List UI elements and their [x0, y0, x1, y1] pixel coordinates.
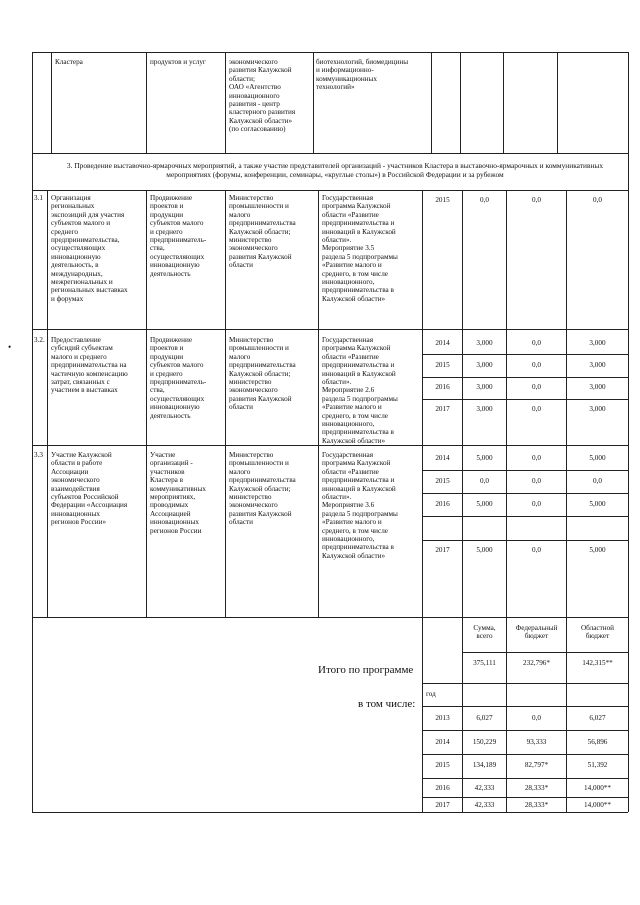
federal-cell: 0,0: [532, 477, 541, 485]
row-program: Государственная программа Калужской области «Развитие предпринимательства и инноваций в Калужской области». Мероприятие 2.6 раздела 5 подпрограммы «Развитие малого и среднего, в том числе инновационного, предпринимательства в Калужской области»: [322, 336, 398, 445]
row-number: 3.3: [34, 451, 43, 459]
rule-sub: [422, 377, 628, 378]
total-cell: 5,000: [476, 454, 493, 462]
row-name: Участие Калужской области в работе Ассоциации экономического взаимодействия субъектов Российской Федерации «Ассоциация инновационных регионов России»: [51, 451, 128, 527]
regional-cell: 3,000: [589, 405, 606, 413]
row-name: Предоставление субсидий субъектам малого и среднего предпринимательства на частичную компенсацию затрат, связанных с участием в выставках: [51, 336, 128, 395]
regional-cell: 5,000: [589, 500, 606, 508]
federal-cell: 0,0: [532, 383, 541, 391]
rule-section-top: [32, 153, 628, 154]
summary-total-federal: 232,796*: [523, 659, 550, 667]
summary-regional: 6,027: [589, 714, 606, 722]
summary-sum: 134,189: [472, 761, 497, 769]
rule-col: [557, 52, 558, 153]
year-cell: 2016: [435, 500, 450, 508]
federal-cell: 0,0: [532, 196, 541, 204]
regional-cell: 5,000: [589, 546, 606, 554]
row-program: Государственная программа Калужской области «Развитие предпринимательства и инноваций в Калужской области». Мероприятие 3.5 раздела 5 подпрограммы «Развитие малого и среднего, в том числе инновационного, предпринимательства в Калужской области»: [322, 194, 398, 303]
summary-federal: 0,0: [532, 714, 541, 722]
rule-col: [431, 52, 432, 153]
summary-year: 2016: [435, 784, 450, 792]
regional-cell: 3,000: [589, 361, 606, 369]
summary-regional: 14,000**: [584, 801, 611, 809]
federal-cell: 0,0: [532, 546, 541, 554]
federal-cell: 0,0: [532, 454, 541, 462]
regional-cell: 0,0: [593, 477, 602, 485]
rule-sub: [422, 540, 628, 541]
row-name: Организация региональных экспозиций для участия субъектов малого и среднего предпринимательства, осуществляющих инновационную деятельность, в международных, межрегиональных и региональных выставках и форумах: [51, 194, 128, 303]
summary-year: 2014: [435, 738, 450, 746]
summary-year: 2013: [435, 714, 450, 722]
top-cell-4: биотехнологий, биомедицины и информационно- коммуникационных технологий»: [316, 58, 409, 92]
summary-header-regional: Областной бюджет: [580, 624, 615, 641]
total-cell: 5,000: [476, 546, 493, 554]
rule-col: [47, 190, 48, 617]
row-result: Участие организаций - участников Кластера в коммуникативных мероприятиях, проводимых Ассоциацией инновационных регионов России: [150, 451, 207, 535]
rule-col: [225, 52, 226, 153]
year-cell: 2015: [435, 196, 450, 204]
summary-sum: 42,333: [474, 801, 495, 809]
regional-cell: 5,000: [589, 454, 606, 462]
row-number: 3.1: [34, 194, 43, 202]
rule-sub: [422, 470, 628, 471]
rule-sum: [422, 754, 628, 755]
summary-federal: 93,333: [526, 738, 547, 746]
rule-sum: [462, 652, 628, 653]
year-cell: 2017: [435, 546, 450, 554]
scan-speck: •: [8, 342, 12, 352]
rule-sub: [422, 354, 628, 355]
rule-sum: [422, 730, 628, 731]
top-cell-2: продуктов и услуг: [150, 58, 206, 66]
federal-cell: 0,0: [532, 361, 541, 369]
summary-federal: 82,797*: [524, 761, 549, 769]
federal-cell: 0,0: [532, 500, 541, 508]
top-cell-1: Кластера: [55, 58, 83, 66]
total-cell: 3,000: [476, 361, 493, 369]
summary-regional: 56,896: [587, 738, 608, 746]
summary-sum: 42,333: [474, 784, 495, 792]
year-cell: 2015: [435, 361, 450, 369]
total-cell: 0,0: [480, 477, 489, 485]
summary-federal: 28,333*: [524, 784, 549, 792]
year-cell: 2014: [435, 454, 450, 462]
total-cell: 3,000: [476, 383, 493, 391]
rule-col: [225, 190, 226, 617]
rule-sum: [422, 778, 628, 779]
summary-including-label: в том числе:: [358, 698, 416, 710]
rule-col: [146, 190, 147, 617]
section-3-title: 3. Проведение выставочно-ярмарочных мероприятий, а также участие представителей организаций - участников Кластера в выставочно-ярмарочных и коммуникативных мероприятиях (форумы, конференции, семинары, «круглые столы») в Российской Федерации и за рубежом: [66, 161, 604, 179]
row-executor: Министерство промышленности и малого предпринимательства Калужской области; министерство экономического развития Калужской области: [229, 336, 296, 412]
rule-sum: [422, 797, 628, 798]
row-result: Продвижение проектов и продукции субъектов малого и среднего предприниматель- ства, осуществляющих инновационную деятельность: [150, 194, 207, 278]
rule-row3-bottom: [32, 617, 628, 618]
summary-total-label: Итого по программе: [318, 664, 414, 676]
summary-total-sum: 375,111: [473, 659, 496, 667]
federal-cell: 0,0: [532, 339, 541, 347]
summary-header-federal: Федеральный бюджет: [515, 624, 558, 641]
rule-sub: [422, 399, 628, 400]
summary-year: 2015: [435, 761, 450, 769]
row-executor: Министерство промышленности и малого предпринимательства Калужской области; министерство экономического развития Калужской области: [229, 451, 296, 527]
rule-sub: [422, 493, 628, 494]
federal-cell: 0,0: [532, 405, 541, 413]
year-cell: 2015: [435, 477, 450, 485]
rule-right: [628, 52, 629, 812]
total-cell: 3,000: [476, 405, 493, 413]
rule-sum: [422, 683, 628, 684]
row-result: Продвижение проектов и продукции субъектов малого и среднего предприниматель- ства, осуществляющих инновационную деятельность: [150, 336, 207, 420]
rule-top: [32, 52, 628, 53]
rule-col: [146, 52, 147, 153]
rule-table-bottom: [32, 812, 628, 813]
summary-sum: 6,027: [476, 714, 493, 722]
top-cell-3: экономического развития Калужской области; ОАО «Агентство инновационного развития - центр кластерного развития Калужской области» (по согласованию): [229, 58, 296, 134]
row-program: Государственная программа Калужской области «Развитие предпринимательства и инноваций в Калужской области». Мероприятие 3.6 раздела 5 подпрограммы «Развитие малого и среднего, в том числе инновационного, предпринимательства в Калужской области»: [322, 451, 398, 560]
summary-regional: 51,392: [587, 761, 608, 769]
summary-header-total: Сумма, всего: [473, 624, 496, 641]
total-cell: 3,000: [476, 339, 493, 347]
year-cell: 2016: [435, 383, 450, 391]
rule-col: [313, 52, 314, 153]
year-cell: 2017: [435, 405, 450, 413]
regional-cell: 3,000: [589, 383, 606, 391]
rule-row1-bottom: [32, 329, 628, 330]
row-number: 3.2.: [34, 336, 45, 344]
rule-section-bottom: [32, 190, 628, 191]
summary-year: 2017: [435, 801, 450, 809]
rule-col: [318, 190, 319, 617]
year-cell: 2014: [435, 339, 450, 347]
total-cell: 5,000: [476, 500, 493, 508]
rule-left: [32, 52, 33, 812]
summary-sum: 150,229: [472, 738, 497, 746]
rule-col: [503, 52, 504, 153]
summary-total-regional: 142,315**: [582, 659, 613, 667]
row-executor: Министерство промышленности и малого предпринимательства Калужской области; министерство экономического развития Калужской области: [229, 194, 296, 270]
summary-federal: 28,333*: [524, 801, 549, 809]
regional-cell: 3,000: [589, 339, 606, 347]
rule-col: [51, 52, 52, 153]
rule-col: [460, 52, 461, 153]
rule-sum: [422, 706, 628, 707]
rule-sub: [422, 516, 628, 517]
summary-regional: 14,000**: [584, 784, 611, 792]
total-cell: 0,0: [480, 196, 489, 204]
summary-year-header: год: [426, 690, 436, 698]
regional-cell: 0,0: [593, 196, 602, 204]
